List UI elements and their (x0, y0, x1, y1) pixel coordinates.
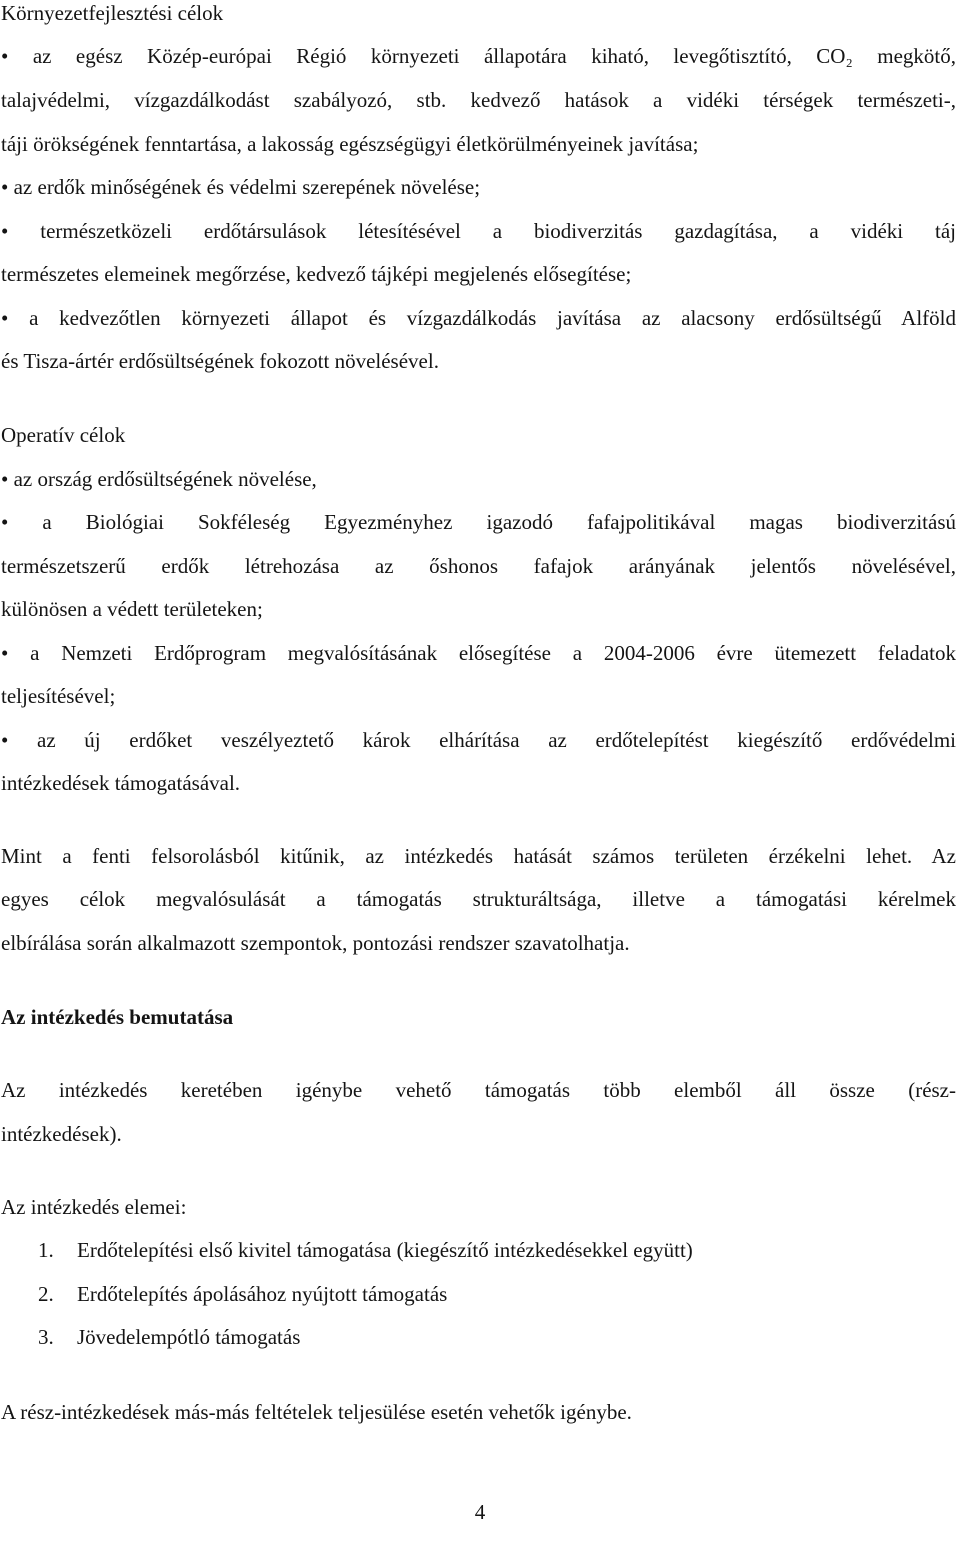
page-number: 4 (474, 1500, 486, 1524)
summary-line: egyes célok megvalósulását a támogatás strukturáltsága, illetve a támogatási kérelmek (1, 887, 956, 911)
env-goal-line: • az erdők minőségének és védelmi szerepének növelése; (1, 175, 481, 199)
env-goal-line: táji örökségének fenntartása, a lakosság egészségügyi életkörülményeinek javítása; (1, 132, 699, 156)
section-heading: Az intézkedés bemutatása (1, 1005, 234, 1029)
env-goal-line: és Tisza-ártér erdősültségének fokozott növelésével. (1, 349, 439, 373)
list-number: 1. (38, 1238, 54, 1262)
presentation-line: intézkedések). (1, 1122, 122, 1146)
elements-heading: Az intézkedés elemei: (1, 1195, 187, 1219)
env-goal-line: • a kedvezőtlen környezeti állapot és vízgazdálkodás javítása az alacsony erdősültségű Alföld (1, 306, 956, 330)
op-goal-line: intézkedések támogatásával. (1, 771, 241, 795)
env-goals-heading: Környezetfejlesztési célok (1, 1, 224, 25)
list-text: Erdőtelepítés ápolásához nyújtott támogatás (77, 1282, 448, 1306)
op-goal-line: különösen a védett területeken; (1, 597, 263, 621)
op-goal-line: • az új erdőket veszélyeztető károk elhárítása az erdőtelepítést kiegészítő erdővédelmi (1, 728, 956, 752)
list-text: Jövedelempótló támogatás (77, 1325, 301, 1349)
op-goal-line: • a Nemzeti Erdőprogram megvalósításának elősegítése a 2004-2006 évre ütemezett feladatok (1, 641, 956, 665)
env-goal-line: természetes elemeinek megőrzése, kedvező tájképi megjelenés elősegítése; (1, 262, 632, 286)
presentation-line: Az intézkedés keretében igénybe vehető támogatás több elemből áll össze (rész- (1, 1078, 956, 1102)
env-goal-line: • az egész Közép-európai Régió környezeti állapotára kiható, levegőtisztító, CO₂ megkötő, (1, 44, 956, 68)
op-goal-line: természetszerű erdők létrehozása az őshonos fafajok arányának jelentős növelésével, (1, 554, 956, 578)
summary-line: Mint a fenti felsorolásból kitűnik, az intézkedés hatását számos területen érzékelni lehet. Az (1, 844, 956, 868)
op-goal-line: • a Biológiai Sokféleség Egyezményhez igazodó fafajpolitikával magas biodiverzitású (1, 510, 956, 534)
list-number: 2. (38, 1282, 54, 1306)
list-text: Erdőtelepítési első kivitel támogatása (kiegészítő intézkedésekkel együtt) (77, 1238, 693, 1262)
env-goal-line: • természetközeli erdőtársulások létesítésével a biodiverzitás gazdagítása, a vidéki táj (1, 219, 956, 243)
list-number: 3. (38, 1325, 54, 1349)
op-goal-line: teljesítésével; (1, 684, 116, 708)
op-goal-line: • az ország erdősültségének növelése, (1, 467, 317, 491)
summary-line: elbírálása során alkalmazott szempontok, pontozási rendszer szavatolhatja. (1, 931, 630, 955)
op-goals-heading: Operatív célok (1, 423, 126, 447)
env-goal-line: talajvédelmi, vízgazdálkodást szabályozó, stb. kedvező hatások a vidéki térségek természeti-, (1, 88, 956, 112)
closing-line: A rész-intézkedések más-más feltételek teljesülése esetén vehetők igénybe. (1, 1400, 632, 1424)
